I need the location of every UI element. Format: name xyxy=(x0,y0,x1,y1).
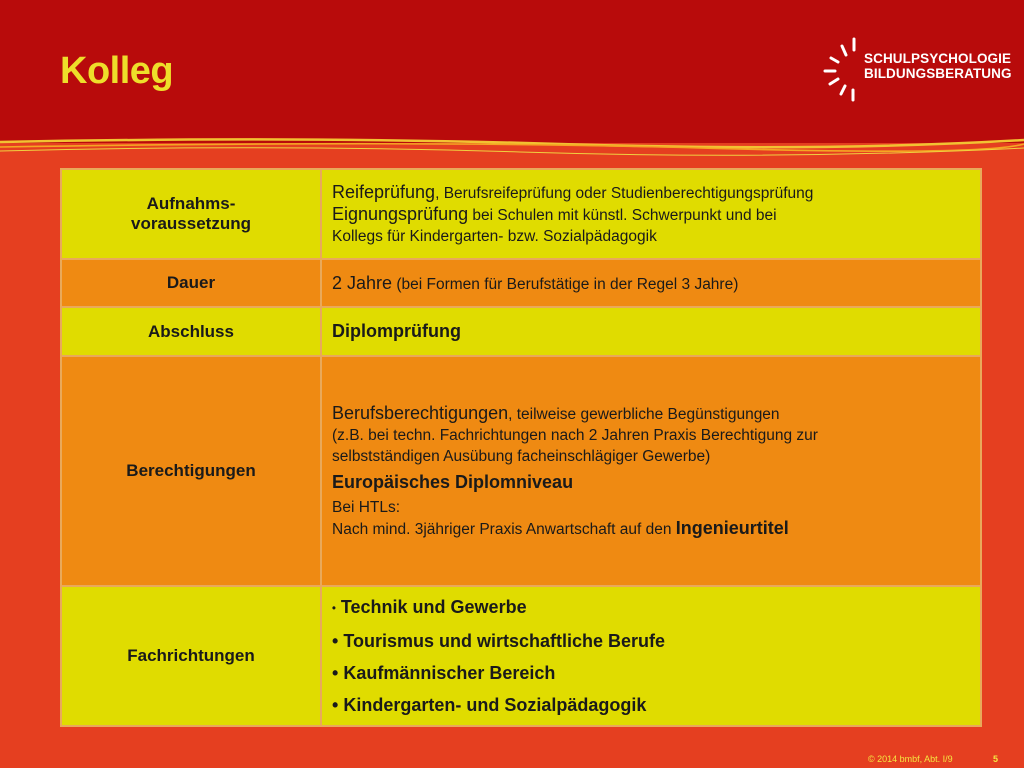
list-item-text: Tourismus und wirtschaftliche Berufe xyxy=(343,630,666,651)
logo-text xyxy=(864,51,1012,81)
list-item xyxy=(332,689,970,721)
logo xyxy=(820,36,1010,106)
value-line: selbstständigen Ausübung facheinschlägiger Gewerbe) xyxy=(332,447,711,465)
list-item xyxy=(332,625,970,657)
bullet-icon: • xyxy=(332,602,336,615)
value-bold: Ingenieurtitel xyxy=(675,517,789,538)
page-number: 5 xyxy=(993,754,999,764)
list-item xyxy=(332,591,970,624)
row-label-berechtigungen: Berechtigungen xyxy=(61,356,321,586)
row-label-line: Aufnahms- xyxy=(146,194,236,213)
value-bold: Reifeprüfung xyxy=(332,181,436,202)
value-line xyxy=(332,182,970,204)
table-row xyxy=(61,356,981,586)
row-label-line: voraussetzung xyxy=(131,214,251,233)
row-label-abschluss: Abschluss xyxy=(61,307,321,356)
list-item xyxy=(332,657,970,689)
value-line xyxy=(332,204,970,226)
value-line: Bei HTLs: xyxy=(332,498,401,516)
value-line xyxy=(332,518,970,540)
value-line: Kollegs für Kindergarten- bzw. Sozialpädagogik xyxy=(332,227,657,245)
value-text: Nach mind. 3jähriger Praxis Anwartschaft auf den xyxy=(332,520,676,538)
row-label-aufnahmsvoraussetzung xyxy=(61,169,321,259)
bullet-icon: • xyxy=(332,694,339,715)
table-row xyxy=(61,169,981,259)
row-value-fachrichtungen xyxy=(321,586,981,726)
row-value-dauer xyxy=(321,259,981,307)
bullet-icon: • xyxy=(332,630,339,651)
table-row xyxy=(61,586,981,726)
page-title: Kolleg xyxy=(60,50,174,92)
value-bold: Berufsberechtigungen xyxy=(332,402,509,423)
info-table xyxy=(60,168,982,727)
value-text: , teilweise gewerbliche Begünstigungen xyxy=(508,405,780,423)
bullet-icon: • xyxy=(332,662,339,683)
header-divider-lines xyxy=(0,128,1024,158)
list-item-text: Kindergarten- und Sozialpädagogik xyxy=(343,694,647,715)
value-text: (bei Formen für Berufstätige in der Regel 3 Jahre) xyxy=(392,275,739,293)
row-value-berechtigungen xyxy=(321,356,981,586)
row-value-aufnahmsvoraussetzung xyxy=(321,169,981,259)
row-label-dauer: Dauer xyxy=(61,259,321,307)
row-value-abschluss: Diplomprüfung xyxy=(321,307,981,356)
row-label-fachrichtungen: Fachrichtungen xyxy=(61,586,321,726)
list-item-text: Technik und Gewerbe xyxy=(340,597,527,618)
value-line: Europäisches Diplomniveau xyxy=(332,471,574,492)
logo-line-1: SCHULPSYCHOLOGIE xyxy=(864,51,1012,66)
footer-copyright: © 2014 bmbf, Abt. I/9 xyxy=(868,754,953,764)
table-row xyxy=(61,307,981,356)
value-text: , Berufsreifeprüfung oder Studienberechtigungsprüfung xyxy=(435,184,814,202)
list-item-text: Kaufmännischer Bereich xyxy=(343,662,556,683)
logo-line-2: BILDUNGSBERATUNG xyxy=(864,66,1012,81)
value-line xyxy=(332,403,970,425)
table-row xyxy=(61,259,981,307)
sunburst-logo-icon xyxy=(820,36,864,106)
value-line: (z.B. bei techn. Fachrichtungen nach 2 Jahren Praxis Berechtigung zur xyxy=(332,426,818,444)
value-bold: Eignungsprüfung xyxy=(332,203,469,224)
value-bold: 2 Jahre xyxy=(332,272,393,293)
value-text: bei Schulen mit künstl. Schwerpunkt und bei xyxy=(468,206,777,224)
